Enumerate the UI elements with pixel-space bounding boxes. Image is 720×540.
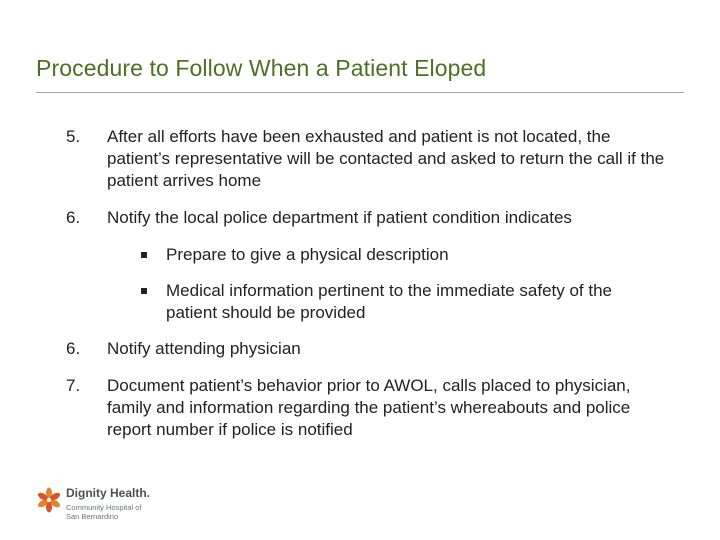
procedure-list xyxy=(66,126,666,456)
sub-list-item xyxy=(141,280,666,324)
list-item xyxy=(66,207,666,229)
item-text: Notify attending physician xyxy=(107,339,301,358)
logo-brand-name: Dignity Health. xyxy=(66,486,151,500)
item-number: 6. xyxy=(66,208,81,227)
sub-item-text: Prepare to give a physical description xyxy=(166,245,449,264)
item-number: 6. xyxy=(66,339,81,358)
list-item xyxy=(66,338,666,360)
dignity-health-logo xyxy=(36,483,176,527)
item-number: 5. xyxy=(66,127,81,146)
item-text: Notify the local police department if patient condition indicates xyxy=(107,208,572,227)
dignity-health-flower-icon xyxy=(36,487,62,513)
item-number: 7. xyxy=(66,376,81,395)
logo-subtitle-line2: San Bernardino xyxy=(66,512,119,521)
sub-item-text: Medical information pertinent to the immediate safety of the patient should be provided xyxy=(166,281,613,322)
square-bullet-icon xyxy=(141,288,147,294)
logo-subtitle-line1: Community Hospital of xyxy=(66,503,142,512)
list-item xyxy=(66,375,666,441)
square-bullet-icon xyxy=(141,252,147,258)
list-item xyxy=(66,126,666,192)
sub-list-item xyxy=(141,244,666,266)
item-text: Document patient’s behavior prior to AWOL, calls placed to physician, family and information regarding the patient’s whereabouts and police report number if police is notified xyxy=(107,376,631,439)
title-divider xyxy=(36,92,684,93)
item-text: After all efforts have been exhausted and patient is not located, the patient’s representative will be contacted and asked to return the call if the patient arrives home xyxy=(107,127,665,190)
slide-title: Procedure to Follow When a Patient Eloped xyxy=(36,55,487,81)
